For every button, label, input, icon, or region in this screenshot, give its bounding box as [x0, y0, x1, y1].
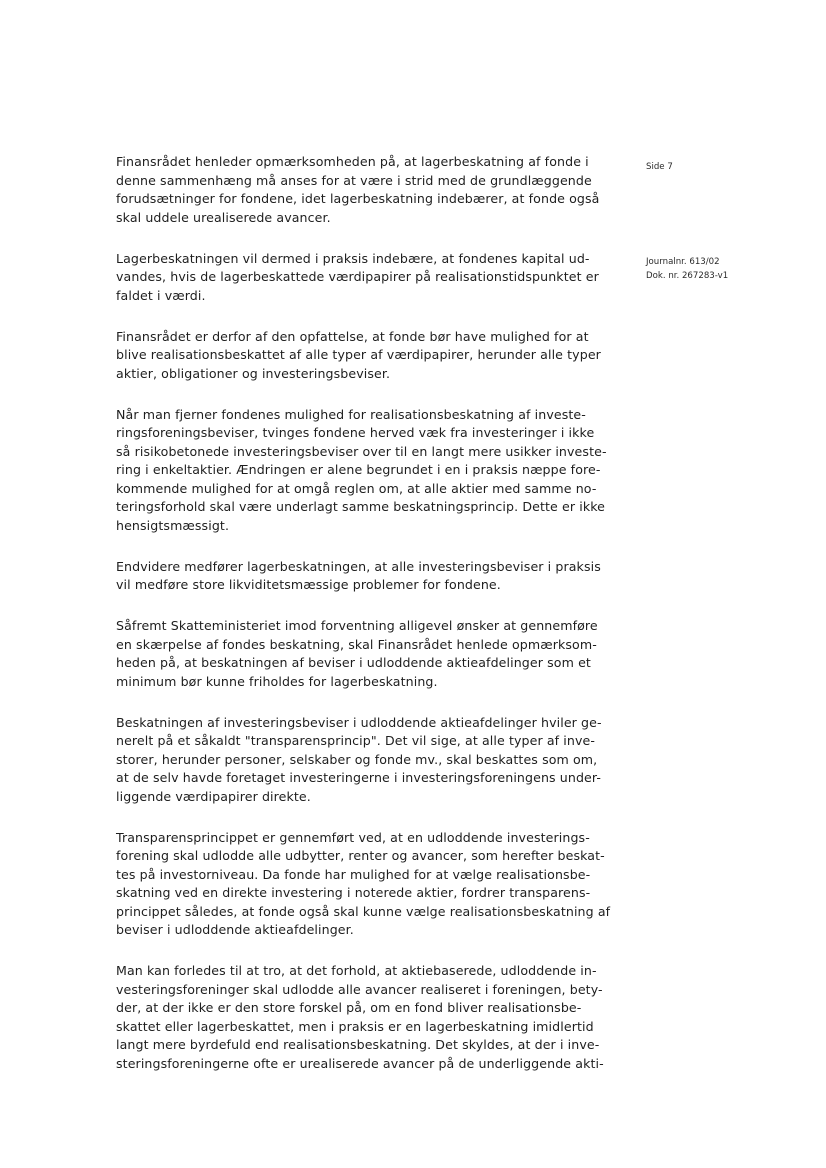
text-line: princippet således, at fonde også skal kunne vælge realisationsbeskatning af: [116, 903, 611, 919]
journal-number: Journalnr. 613/02: [646, 257, 720, 267]
text-line: aktier, obligationer og investeringsbeviser.: [116, 365, 391, 381]
text-line: storer, herunder personer, selskaber og fonde mv., skal beskattes som om,: [116, 751, 598, 767]
text-line: langt mere byrdefuld end realisationsbeskatning. Det skyldes, at der i inve-: [116, 1037, 600, 1052]
text-line: minimum bør kunne friholdes for lagerbeskatning.: [116, 673, 438, 689]
text-line: Endvidere medfører lagerbeskatningen, at alle investeringsbeviser i praksis: [116, 558, 601, 574]
text-line: forudsætninger for fondene, idet lagerbeskatning indebærer, at fonde også: [116, 191, 600, 206]
text-line: tes på investorniveau. Da fonde har mulighed for at vælge realisationsbe-: [116, 866, 591, 882]
text-line: denne sammenhæng må anses for at være i strid med de grundlæggende: [116, 172, 592, 188]
text-line: beviser i udloddende aktieafdelinger.: [116, 922, 354, 937]
text-line: Finansrådet henleder opmærksomheden på, at lagerbeskatning af fonde i: [116, 154, 589, 169]
text-line: kommende mulighed for at omgå reglen om, at alle aktier med samme no-: [116, 480, 597, 496]
text-line: så risikobetonede investeringsbeviser over til en langt mere usikker investe-: [116, 443, 607, 459]
text-line: ring i enkeltaktier. Ændringen er alene begrundet i en i praksis næppe fore-: [116, 462, 601, 477]
text-line: Finansrådet er derfor af den opfattelse, at fonde bør have mulighed for at: [116, 328, 589, 344]
text-line: hensigtsmæssigt.: [116, 517, 230, 533]
paragraph: [116, 558, 601, 595]
text-line: vandes, hvis de lagerbeskattede værdipapirer på realisationstidspunktet er: [116, 269, 599, 284]
paragraph: [116, 328, 601, 384]
paragraph: [116, 617, 596, 691]
paragraph: [116, 962, 604, 1073]
text-line: der, at der ikke er den store forskel på, om en fond bliver realisationsbe-: [116, 1000, 582, 1015]
text-line: steringsforeningerne ofte er urealiserede avancer på de underliggende akti-: [116, 1055, 604, 1071]
text-line: skal uddele urealiserede avancer.: [116, 209, 331, 225]
document-number: Dok. nr. 267283-v1: [646, 271, 729, 281]
text-line: vil medføre store likviditetsmæssige problemer for fondene.: [116, 577, 501, 592]
page-number-text: Side 7: [646, 162, 673, 172]
text-line: nerelt på et såkaldt "transparensprincip". Det vil sige, at alle typer af inve-: [116, 733, 596, 748]
text-line: blive realisationsbeskattet af alle typer af værdipapirer, herunder alle typer: [116, 347, 601, 362]
paragraph: [116, 714, 602, 807]
paragraph: [116, 153, 600, 227]
text-line: heden på, at beskatningen af beviser i udloddende aktieafdelinger som et: [116, 655, 591, 670]
paragraph: [116, 406, 607, 536]
text-line: forening skal udlodde alle udbytter, renter og avancer, som herefter beskat-: [116, 848, 605, 863]
text-line: ringsforeningsbeviser, tvinges fondene herved væk fra investeringer i ikke: [116, 425, 595, 440]
paragraph: [116, 829, 611, 940]
text-line: Såfremt Skatteministeriet imod forventning alligevel ønsker at gennemføre: [116, 618, 598, 633]
text-line: Beskatningen af investeringsbeviser i udloddende aktieafdelinger hviler ge-: [116, 714, 602, 730]
text-line: en skærpelse af fondes beskatning, skal Finansrådet henlede opmærksom-: [116, 636, 597, 652]
text-line: vesteringsforeninger skal udlodde alle avancer realiseret i foreningen, bety-: [116, 981, 603, 997]
text-line: skattet eller lagerbeskattet, men i praksis er en lagerbeskatning imidlertid: [116, 1018, 594, 1034]
text-line: Lagerbeskatningen vil dermed i praksis indebære, at fondenes kapital ud-: [116, 250, 590, 266]
text-line: Transparensprincippet er gennemført ved, at en udloddende investerings-: [116, 829, 590, 845]
text-line: teringsforhold skal være underlagt samme beskatningsprincip. Dette er ikke: [116, 499, 606, 514]
margin-references: [646, 255, 786, 283]
margin-page-number: [646, 160, 786, 174]
text-line: skatning ved en direkte investering i noterede aktier, fordrer transparens-: [116, 885, 591, 900]
text-line: Man kan forledes til at tro, at det forhold, at aktiebaserede, udloddende in-: [116, 963, 597, 978]
text-line: at de selv havde foretaget investeringerne i investeringsforeningens under-: [116, 770, 602, 785]
text-line: faldet i værdi.: [116, 287, 206, 303]
text-line: liggende værdipapirer direkte.: [116, 788, 311, 804]
paragraph: [116, 250, 599, 306]
text-line: Når man fjerner fondenes mulighed for realisationsbeskatning af investe-: [116, 406, 586, 422]
body-text: [116, 153, 611, 1096]
